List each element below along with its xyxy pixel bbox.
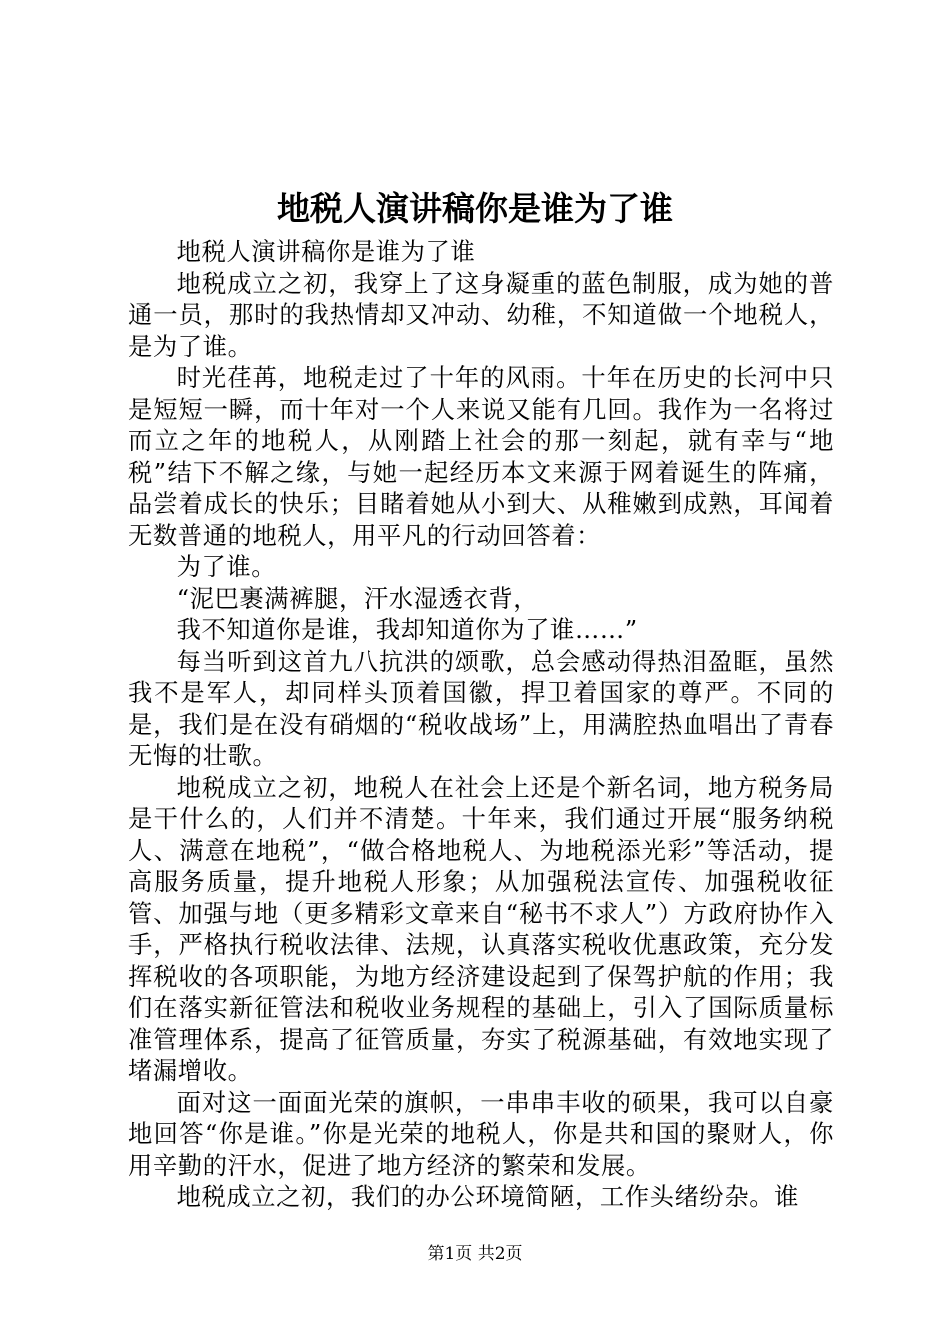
paragraph: “泥巴裹满裤腿，汗水湿透衣背， (176, 583, 539, 613)
paragraph: 地税成立之初，我们的办公环境简陋，工作头绪纷杂。谁 (176, 1182, 800, 1211)
paragraph: 时光荏苒，地税走过了十年的风雨。十年在历史的长河中只是短短一瞬，而十年对一个人来说又能有几回。我作为一名将过而立之年的地税人，从刚踏上社会的那一刻起，就有幸与“地税”结下不解之缘，与她一起经历本文来源于网着诞生的阵痛，品尝着成长的快乐；目睹着她从小到大、从稚嫩到成熟，耳闻着无数普通的地税人，用平凡的行动回答着： (128, 363, 834, 550)
paragraph: 地税人演讲稿你是谁为了谁 (176, 237, 476, 266)
document-body (128, 236, 834, 1213)
document-title: 地税人演讲稿你是谁为了谁 (277, 189, 673, 228)
paragraph: 地税成立之初，地税人在社会上还是个新名词，地方税务局是干什么的，人们并不清楚。十年来，我们通过开展“服务纳税人、满意在地税”，“做合格地税人、为地税添光彩”等活动，提高服务质量，提升地税人形象；从加强税法宣传、加强税收征管、加强与地（更多精彩文章来自“秘书不求人”）方政府协作入手，严格执行税收法律、法规，认真落实税收优惠政策，充分发挥税收的各项职能，为地方经济建设起到了保驾护航的作用；我们在落实新征管法和税收业务规程的基础上，引入了国际质量标准管理体系，提高了征管质量，夯实了税源基础，有效地实现了堵漏增收。 (128, 772, 834, 1085)
paragraph: 我不知道你是谁，我却知道你为了谁……” (176, 615, 638, 644)
paragraph: 每当听到这首九八抗洪的颂歌，总会感动得热泪盈眶，虽然我不是军人，却同样头顶着国徽，捍卫着国家的尊严。不同的是，我们是在没有硝烟的“税收战场”上，用满腔热血唱出了青春无悔的壮歌。 (128, 646, 834, 770)
paragraph: 地税成立之初，我穿上了这身凝重的蓝色制服，成为她的普通一员，那时的我热情却又冲动、幼稚，不知道做一个地税人，是为了谁。 (128, 268, 834, 361)
page-footer: 第1页 共2页 (427, 1244, 523, 1264)
paragraph: 面对这一面面光荣的旗帜，一串串丰收的硕果，我可以自豪地回答“你是谁。”你是光荣的地税人，你是共和国的聚财人，你用辛勤的汗水，促进了地方经济的繁荣和发展。 (128, 1087, 834, 1180)
paragraph: 为了谁。 (176, 552, 277, 581)
